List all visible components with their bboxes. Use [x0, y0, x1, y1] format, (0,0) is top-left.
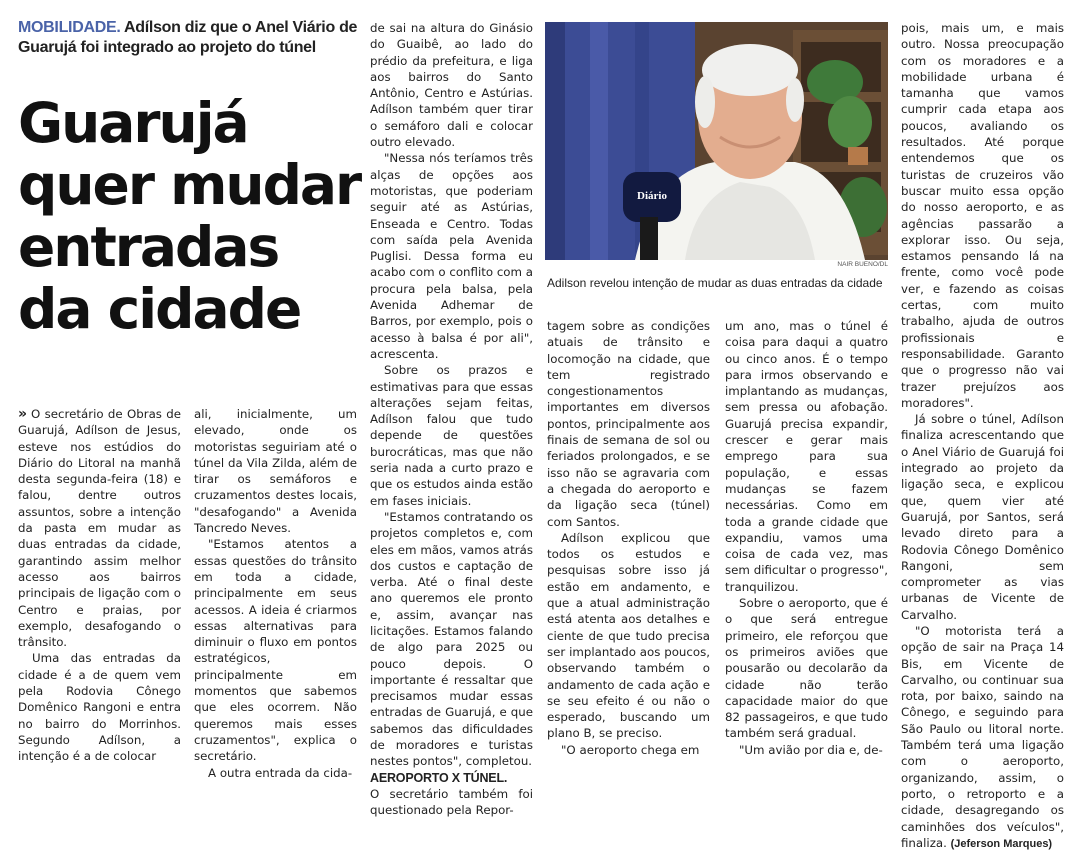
paragraph: um ano, mas o túnel é coisa para daqui a quatro ou cinco anos. É o tempo para irmos observando e implantando as mudanças, sem pressa ou afobação. Guarujá precisa expandir, crescer e gerar mais emprego para sua população, e essas mudanças se fazem necessárias. Como em toda a grande cidade que expandiu, vamos uma coisa de cada vez, mas sem dificultar o progresso", tranquilizou.	[725, 319, 888, 594]
interview-photo-image	[545, 22, 888, 260]
kicker-text: Adílson diz que o Anel Viário de Guarujá foi integrado ao projeto do túnel	[18, 19, 358, 56]
article-column-1	[18, 406, 181, 765]
paragraph: de sai na altura do Ginásio do Guaibê, ao lado do prédio da prefeitura, e liga aos bairros do Santo Antônio, Centro e Astúrias. Adílson também quer tirar o semáforo dali e colocar outro elevado.	[370, 21, 533, 150]
paragraph-text: "O motorista terá a opção de sair na Praça 14 Bis, em Vicente de Carvalho, ou continuar sua rota, por baixo, saindo na Cônego, e seguindo para São Paulo ou litoral norte. Também terá uma ligação com o aeroporto, organizando, assim, o porto, o retroporto e a cidade, desagregando os caminhões dos veículos", finaliza.	[901, 623, 1064, 850]
article-column-4	[547, 318, 710, 758]
subheading: AEROPORTO X TÚNEL.	[370, 770, 508, 785]
paragraph: tagem sobre as condições atuais de trânsito e locomoção na cidade, que tem registrado congestionamentos importantes em diversos pontos, principalmente aos finais de semana de sol ou feriados prolongados, e se isso não se agravaria com a chegada do aeroporto e da ligação seca (túnel) com Santos.	[547, 319, 710, 529]
article-photo	[545, 22, 888, 260]
paragraph: Sobre os prazos e estimativas para que essas alterações sejam feitas, Adílson falou que tudo depende de questões burocráticas, mas que não seria nada a curto prazo e que os estudos ainda estão em fases iniciais.	[370, 363, 533, 508]
article-column-6	[901, 20, 1064, 852]
article-column-2	[194, 406, 357, 781]
headline: Guarujá quer mudar entradas da cidade	[18, 91, 361, 341]
paragraph: Sobre o aeroporto, que é o que será entregue primeiro, ele reforçou que os primeiros aviões que pousarão ou decolarão da cidade não terão capacidade maior do que 82 passageiros, e que tudo também será gradual.	[725, 596, 888, 741]
lead-marker-icon: »	[18, 406, 28, 422]
photo-caption: Adilson revelou intenção de mudar as duas entradas da cidade	[547, 276, 883, 290]
paragraph: O secretário também foi questionado pela Repor-	[370, 786, 533, 818]
lead-paragraph	[18, 406, 181, 650]
paragraph: "Um avião por dia e, de-	[739, 742, 883, 757]
kicker	[18, 18, 363, 58]
article-column-3	[370, 20, 533, 819]
paragraph: "O aeroporto chega em	[561, 742, 700, 757]
paragraph	[901, 623, 1064, 852]
paragraph: Já sobre o túnel, Adílson finaliza acrescentando que o Anel Viário de Guarujá foi integrado ao projeto da ligação seca, e explicou que, quem vier até Guarujá, por Santos, será levado direto para a Rodovia Cônego Domênico Rangoni, sem comprometer as vias urbanas de Vicente de Carvalho.	[901, 412, 1064, 622]
paragraph: pois, mais um, e mais outro. Nossa preocupação com os moradores e a mobilidade urbana é tamanha que vamos cumprir cada etapa aos poucos, avaliando os resultados. Até porque entendemos que os turistas de cruzeiros vão buscar muito essa opção do nosso aeroporto, e as agências passarão a explorar isso. Ou seja, estamos pensando lá na frente, como você pode ver, e fazendo as coisas certas, com muito trabalho, ajuda de outros profissionais e responsabilidade. Garanto que o progresso não vai trazer prejuízos aos moradores".	[901, 21, 1064, 410]
section-label: MOBILIDADE.	[18, 19, 121, 36]
paragraph: "Estamos atentos a essas questões do trânsito em toda a cidade, principalmente em seus acessos. A ideia é criarmos essas alternativas para diminuir o fluxo em pontos estratégicos, principalmente em momentos que sabemos que eles ocorrem. Não queremos mais esses cruzamentos", explica o secretário.	[194, 537, 357, 764]
paragraph: Adílson explicou que todos os estudos e pesquisas sobre isso já estão em andamento, e que a atual administração está atenta aos detalhes e ciente de que tudo precisa ser implantado aos poucos, observando também o andamento de cada ação e se seu efeito é ou não o esperado, buscando um plano B, se preciso.	[547, 530, 710, 741]
photo-credit: NAIR BUENO/DL	[837, 261, 888, 268]
paragraph: Uma das entradas da cidade é a de quem vem pela Rodovia Cônego Domênico Rangoni e entra no bairro do Morrinhos. Segundo Adílson, a intenção é a de colocar	[18, 651, 181, 764]
paragraph-text: O secretário de Obras de Guarujá, Adílson de Jesus, esteve nos estúdios do Diário do Litoral na manhã desta segunda-feira (18) e falou, dentre outros assuntos, sobre a intenção da pasta em mudar as duas entradas da cidade, garantindo assim melhor acesso aos bairros principais de ligação com o Centro e praias, por exemplo, desafogando o trânsito.	[18, 407, 181, 650]
paragraph: ali, inicialmente, um elevado, onde os motoristas seguiriam até o túnel da Vila Zilda, além de tirar os semáforos e cruzamentos destes locais, "desafogando" a Avenida Tancredo Neves.	[194, 407, 357, 536]
microphone-label: Diário	[637, 190, 667, 202]
paragraph: A outra entrada da cida-	[208, 765, 353, 780]
byline: (Jeferson Marques)	[950, 837, 1053, 850]
paragraph: "Nessa nós teríamos três alças de opções aos motoristas, que poderiam seguir até as Astúrias, Enseada e Centro. Todas com saída pela Avenida Puglisi. Dessa forma eu acabo com o conflito com a procura pela balsa, pela Avenida Adhemar de Barros, por exemplo, pois o acesso à balsa é por ali", acrescenta.	[370, 151, 533, 361]
article-column-5	[725, 318, 888, 758]
paragraph: "Estamos contratando os projetos completos e, com eles em mãos, vamos atrás dos custos e captação de verba. Até o final deste ano queremos ele pronto e, assim, avançar nas licitações. Estamos falando de algo para 2025 ou pouco depois. O importante é ressaltar que precisamos mudar essas entradas de Guarujá, e que sabemos das dificuldades de moradores e turistas nestes pontos", completou.	[370, 509, 533, 769]
